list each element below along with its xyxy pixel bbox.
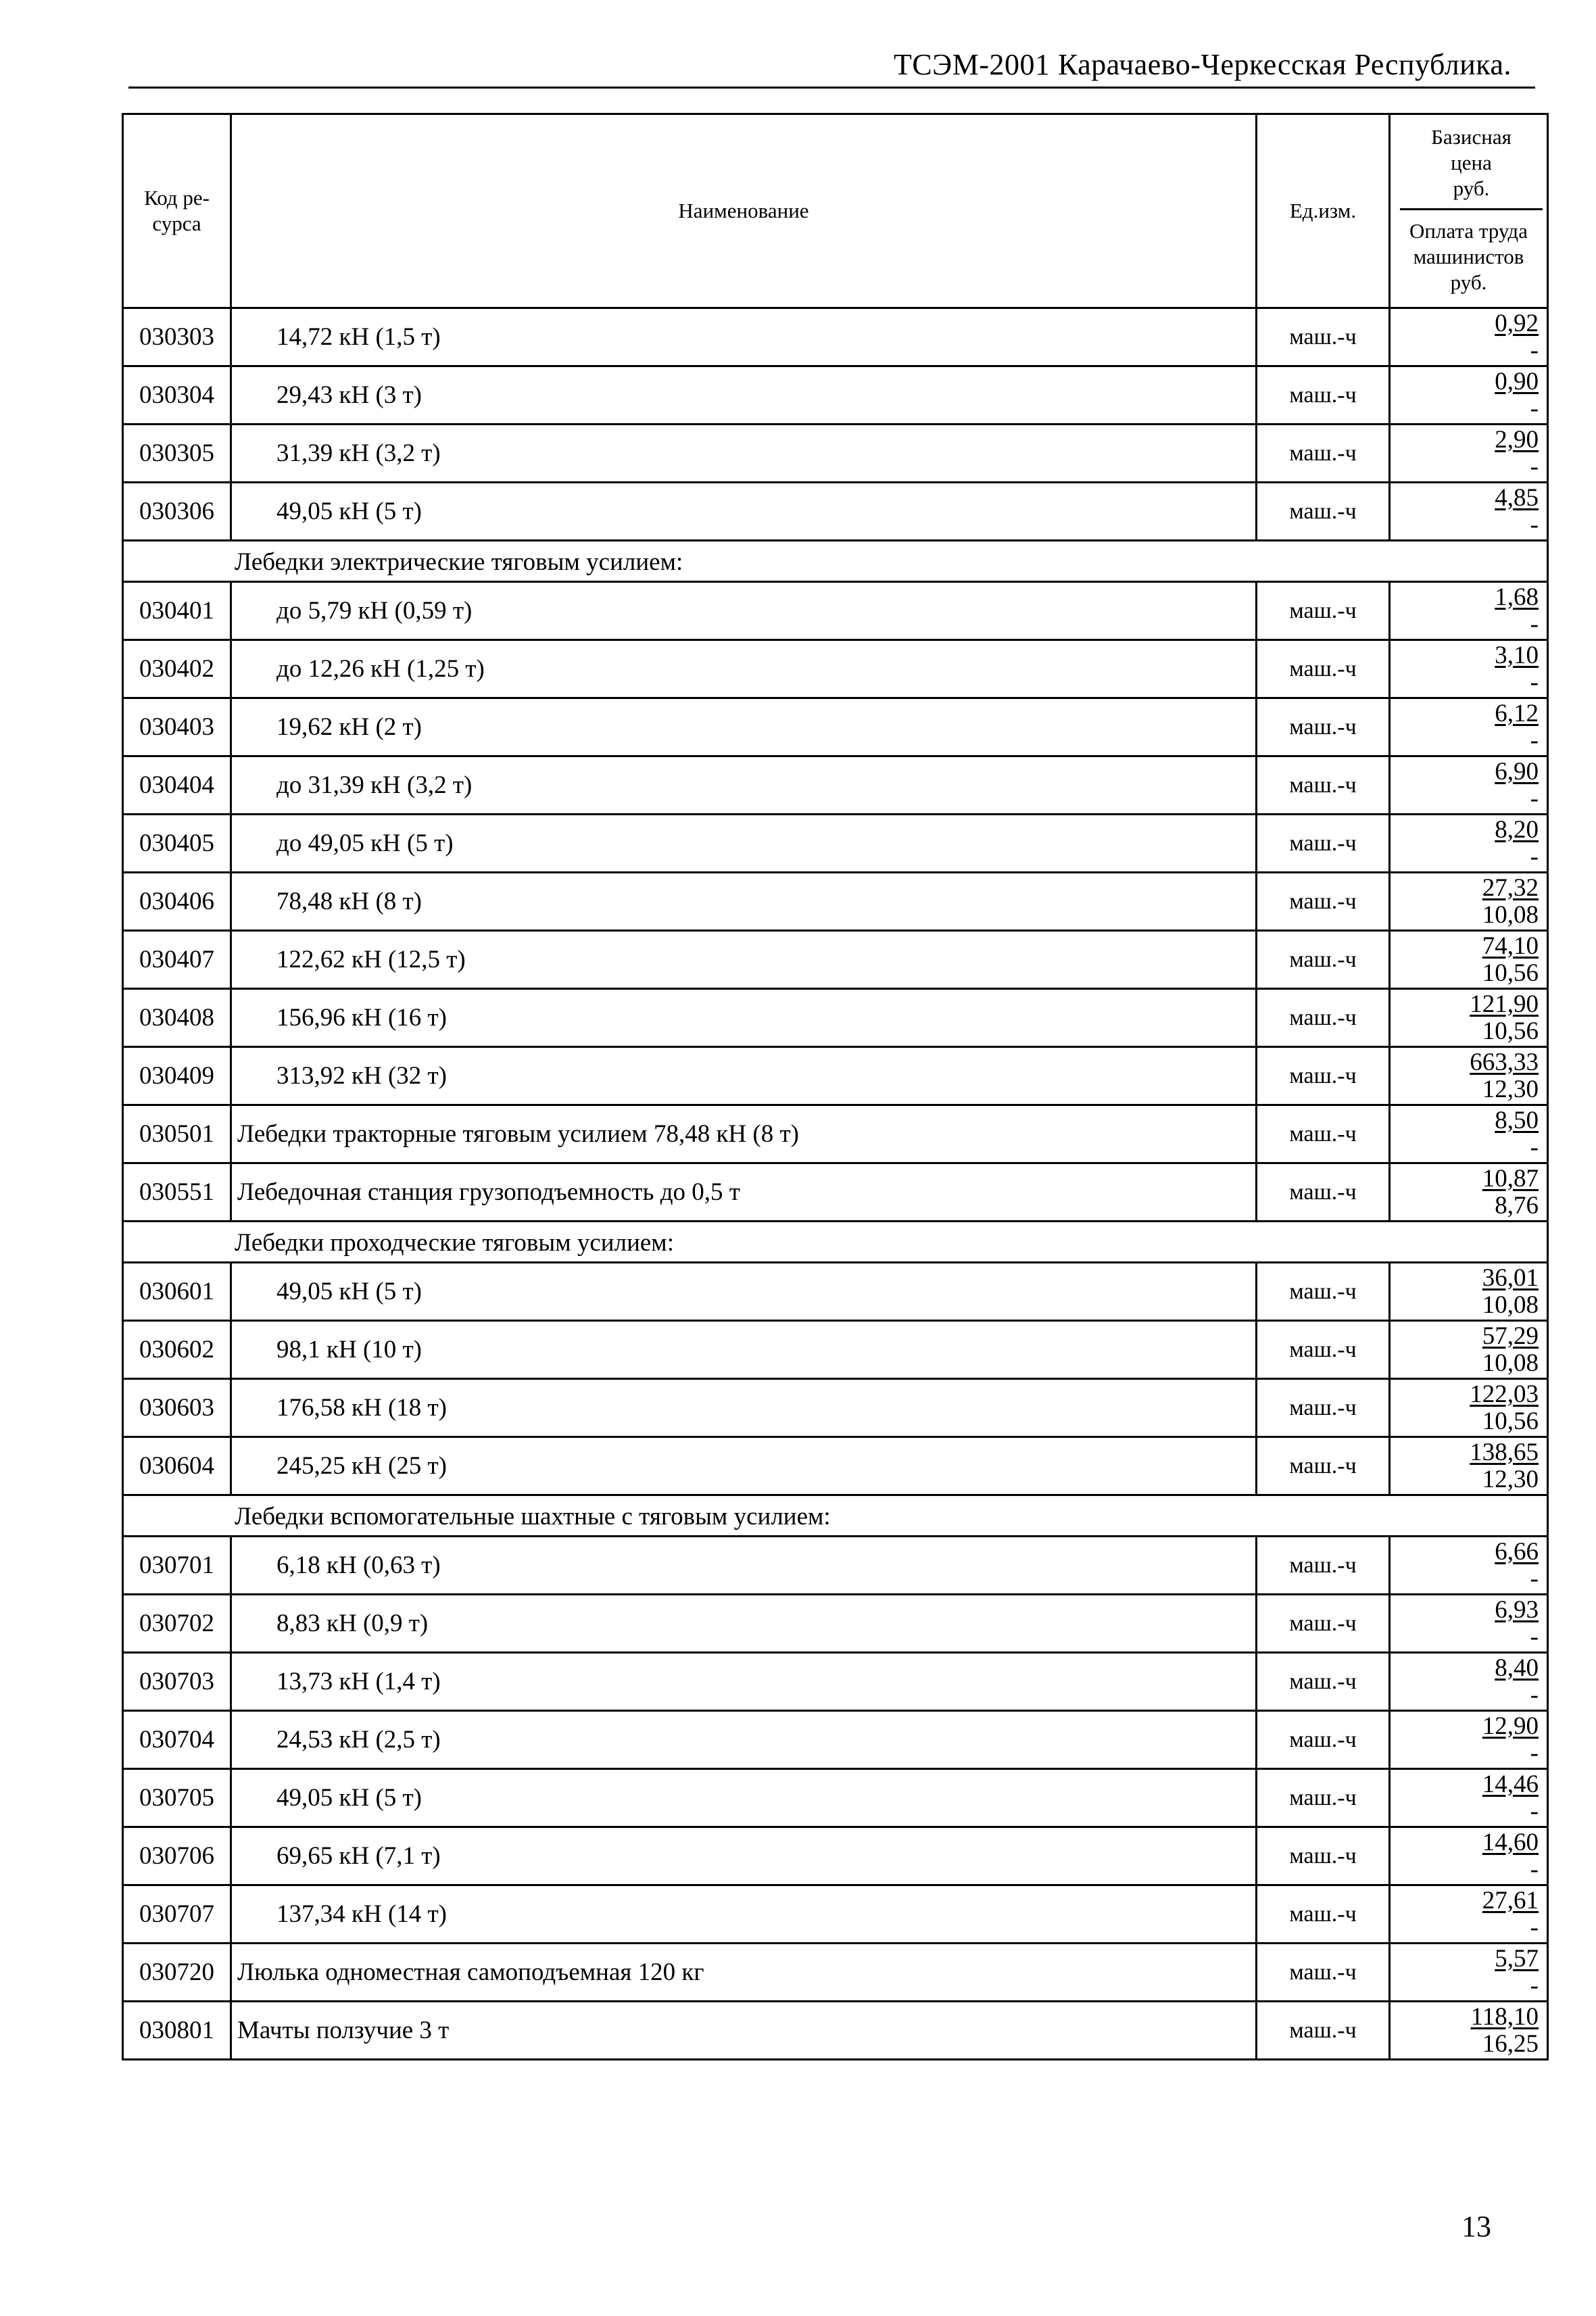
table-body [123,308,1548,2060]
resource-name: до 5,79 кН (0,59 т) [231,582,1257,640]
group-title: Лебедки проходческие тяговым усилием: [123,1222,1548,1263]
table-row [123,1437,1548,1495]
price-cell [1390,1944,1548,2002]
price-cell [1390,1595,1548,1653]
resource-code: 030404 [123,756,231,815]
resource-code: 030707 [123,1885,231,1944]
base-price: 118,10 [1470,2002,1539,2031]
price-cell [1390,815,1548,873]
column-header-name-label: Наименование [678,199,809,222]
table-row [123,1944,1548,2002]
resource-code: 030403 [123,698,231,756]
resource-name: Лебедки тракторные тяговым усилием 78,48 кН (8 т) [231,1105,1257,1163]
price-cell [1390,1379,1548,1437]
price-cell [1390,1047,1548,1105]
price-cell [1390,1711,1548,1769]
base-price: 8,20 [1495,815,1539,844]
labor-pay: 16,25 [1482,2029,1539,2058]
column-header-unit-label: Ед.изм. [1289,199,1357,222]
unit-of-measure: маш.-ч [1257,989,1390,1047]
resource-code: 030408 [123,989,231,1047]
labor-pay: - [1530,1622,1539,1651]
resource-name: Люлька одноместная самоподъемная 120 кг [231,1944,1257,2002]
unit-of-measure: маш.-ч [1257,1537,1390,1595]
labor-pay: - [1530,336,1539,364]
resource-code: 030602 [123,1321,231,1379]
unit-of-measure: маш.-ч [1257,1595,1390,1653]
price-cell [1390,989,1548,1047]
resource-code: 030701 [123,1537,231,1595]
unit-of-measure: маш.-ч [1257,1711,1390,1769]
base-price: 6,90 [1495,757,1539,786]
table-row [123,1769,1548,1827]
base-price: 10,87 [1482,1164,1539,1192]
page-number: 13 [1461,2210,1491,2243]
resource-code: 030703 [123,1653,231,1711]
price-cell [1390,698,1548,756]
column-header-name [231,114,1257,308]
resource-code: 030720 [123,1944,231,2002]
labor-pay: - [1530,784,1539,813]
resource-name: до 12,26 кН (1,25 т) [231,640,1257,698]
price-cell [1390,873,1548,931]
table-row [123,1321,1548,1379]
column-header-labor-pay: Оплата труда машинистов руб. [1409,219,1528,294]
resource-name: до 49,05 кН (5 т) [231,815,1257,873]
price-cell [1390,1163,1548,1222]
resource-code: 030406 [123,873,231,931]
resource-code: 030407 [123,931,231,989]
base-price: 6,66 [1495,1537,1539,1566]
table-row [123,1595,1548,1653]
column-header-base-price: Базисная цена руб. [1400,115,1543,210]
labor-pay: 10,56 [1482,959,1539,987]
unit-of-measure: маш.-ч [1257,1047,1390,1105]
table-row [123,698,1548,756]
unit-of-measure: маш.-ч [1257,2002,1390,2060]
resource-code: 030604 [123,1437,231,1495]
base-price: 1,68 [1495,583,1539,611]
base-price: 27,61 [1482,1886,1539,1914]
resource-code: 030401 [123,582,231,640]
resource-code: 030402 [123,640,231,698]
labor-pay: 8,76 [1495,1191,1539,1220]
price-cell [1390,308,1548,366]
resource-code: 030405 [123,815,231,873]
unit-of-measure: маш.-ч [1257,425,1390,483]
base-price: 122,03 [1470,1380,1539,1408]
price-cell [1390,1263,1548,1321]
resource-name: 245,25 кН (25 т) [231,1437,1257,1495]
table-row [123,366,1548,425]
price-cell [1390,425,1548,483]
unit-of-measure: маш.-ч [1257,582,1390,640]
group-row [123,1222,1548,1263]
table-row [123,1263,1548,1321]
unit-of-measure: маш.-ч [1257,366,1390,425]
table-row [123,756,1548,815]
table-header-row [123,114,1548,308]
resource-code: 030702 [123,1595,231,1653]
column-header-code [123,114,231,308]
labor-pay: - [1530,510,1539,539]
resource-name: 6,18 кН (0,63 т) [231,1537,1257,1595]
base-price: 74,10 [1482,932,1539,960]
resource-name: 31,39 кН (3,2 т) [231,425,1257,483]
resource-name: 176,58 кН (18 т) [231,1379,1257,1437]
resource-name: 8,83 кН (0,9 т) [231,1595,1257,1653]
unit-of-measure: маш.-ч [1257,756,1390,815]
labor-pay: - [1530,452,1539,481]
labor-pay: - [1530,1681,1539,1709]
price-cell [1390,931,1548,989]
price-cell [1390,756,1548,815]
header-rule [128,87,1535,89]
base-price: 0,92 [1495,309,1539,337]
resource-code: 030603 [123,1379,231,1437]
unit-of-measure: маш.-ч [1257,1163,1390,1222]
base-price: 6,93 [1495,1595,1539,1624]
base-price: 2,90 [1495,425,1539,454]
group-row [123,1495,1548,1537]
price-cell [1390,483,1548,541]
table-row [123,815,1548,873]
resource-name: 49,05 кН (5 т) [231,1263,1257,1321]
labor-pay: 10,08 [1482,1349,1539,1377]
base-price: 27,32 [1482,873,1539,902]
table-row [123,873,1548,931]
table-row [123,1105,1548,1163]
resource-code: 030303 [123,308,231,366]
resource-name: 49,05 кН (5 т) [231,483,1257,541]
resource-name: 19,62 кН (2 т) [231,698,1257,756]
group-title: Лебедки вспомогательные шахтные с тяговым усилием: [123,1495,1548,1537]
table-row [123,582,1548,640]
price-cell [1390,366,1548,425]
resource-name: 69,65 кН (7,1 т) [231,1827,1257,1885]
resource-code: 030601 [123,1263,231,1321]
unit-of-measure: маш.-ч [1257,483,1390,541]
unit-of-measure: маш.-ч [1257,1827,1390,1885]
unit-of-measure: маш.-ч [1257,1379,1390,1437]
unit-of-measure: маш.-ч [1257,1321,1390,1379]
resource-code: 030705 [123,1769,231,1827]
unit-of-measure: маш.-ч [1257,1653,1390,1711]
unit-of-measure: маш.-ч [1257,931,1390,989]
group-row [123,541,1548,582]
labor-pay: 12,30 [1482,1075,1539,1103]
labor-pay: 10,56 [1482,1017,1539,1045]
base-price: 3,10 [1495,641,1539,669]
table-row [123,931,1548,989]
table-row [123,1653,1548,1711]
table-row [123,1379,1548,1437]
base-price: 4,85 [1495,483,1539,512]
table-row [123,1827,1548,1885]
labor-pay: - [1530,1133,1539,1161]
base-price: 121,90 [1470,990,1539,1018]
unit-of-measure: маш.-ч [1257,1105,1390,1163]
unit-of-measure: маш.-ч [1257,698,1390,756]
base-price: 12,90 [1482,1712,1539,1740]
base-price: 6,12 [1495,699,1539,727]
labor-pay: - [1530,1564,1539,1593]
labor-pay: - [1530,610,1539,638]
group-title: Лебедки электрические тяговым усилием: [123,541,1548,582]
resource-code: 030801 [123,2002,231,2060]
unit-of-measure: маш.-ч [1257,1263,1390,1321]
unit-of-measure: маш.-ч [1257,308,1390,366]
labor-pay: 12,30 [1482,1465,1539,1493]
labor-pay: - [1530,394,1539,423]
resource-name: Лебедочная станция грузоподъемность до 0,5 т [231,1163,1257,1222]
column-header-unit [1257,114,1390,308]
unit-of-measure: маш.-ч [1257,640,1390,698]
table-row [123,1163,1548,1222]
resource-table [122,113,1549,2060]
unit-of-measure: маш.-ч [1257,1437,1390,1495]
unit-of-measure: маш.-ч [1257,873,1390,931]
table-row [123,483,1548,541]
table-row [123,308,1548,366]
price-cell [1390,582,1548,640]
labor-pay: 10,08 [1482,1290,1539,1319]
base-price: 8,40 [1495,1654,1539,1682]
table-row [123,1885,1548,1944]
labor-pay: - [1530,1855,1539,1883]
resource-code: 030706 [123,1827,231,1885]
labor-pay: - [1530,726,1539,754]
base-price: 8,50 [1495,1106,1539,1134]
price-cell [1390,1321,1548,1379]
column-header-code-label: Код ре- сурса [144,186,210,235]
resource-name: 78,48 кН (8 т) [231,873,1257,931]
resource-name: 313,92 кН (32 т) [231,1047,1257,1105]
price-cell [1390,1537,1548,1595]
table-row [123,1047,1548,1105]
table-row [123,1711,1548,1769]
labor-pay: - [1530,1797,1539,1825]
column-header-price [1390,114,1548,308]
price-cell [1390,1437,1548,1495]
price-cell [1390,640,1548,698]
resource-name: до 31,39 кН (3,2 т) [231,756,1257,815]
price-cell [1390,1653,1548,1711]
unit-of-measure: маш.-ч [1257,815,1390,873]
resource-code: 030305 [123,425,231,483]
resource-name: 122,62 кН (12,5 т) [231,931,1257,989]
resource-name: 137,34 кН (14 т) [231,1885,1257,1944]
base-price: 36,01 [1482,1263,1539,1292]
resource-code: 030501 [123,1105,231,1163]
price-cell [1390,1769,1548,1827]
resource-name: 24,53 кН (2,5 т) [231,1711,1257,1769]
labor-pay: - [1530,1913,1539,1941]
resource-code: 030551 [123,1163,231,1222]
resource-name: 14,72 кН (1,5 т) [231,308,1257,366]
base-price: 138,65 [1470,1438,1539,1466]
price-cell [1390,1827,1548,1885]
resource-code: 030306 [123,483,231,541]
page-header-title: ТСЭМ-2001 Карачаево-Черкесская Республика. [893,48,1512,81]
base-price: 14,46 [1482,1770,1539,1798]
resource-code: 030704 [123,1711,231,1769]
unit-of-measure: маш.-ч [1257,1944,1390,2002]
unit-of-measure: маш.-ч [1257,1885,1390,1944]
base-price: 57,29 [1482,1322,1539,1350]
resource-name: 29,43 кН (3 т) [231,366,1257,425]
resource-name: 98,1 кН (10 т) [231,1321,1257,1379]
labor-pay: - [1530,668,1539,696]
resource-code: 030304 [123,366,231,425]
resource-name: 156,96 кН (16 т) [231,989,1257,1047]
labor-pay: 10,08 [1482,900,1539,929]
base-price: 5,57 [1495,1944,1539,1973]
base-price: 14,60 [1482,1828,1539,1856]
labor-pay: - [1530,842,1539,871]
table-row [123,989,1548,1047]
resource-name: Мачты ползучие 3 т [231,2002,1257,2060]
table-row [123,640,1548,698]
table-row [123,425,1548,483]
price-cell [1390,1885,1548,1944]
resource-name: 13,73 кН (1,4 т) [231,1653,1257,1711]
table-row [123,1537,1548,1595]
price-cell [1390,2002,1548,2060]
labor-pay: 10,56 [1482,1407,1539,1435]
price-cell [1390,1105,1548,1163]
labor-pay: - [1530,1739,1539,1767]
base-price: 0,90 [1495,367,1539,395]
unit-of-measure: маш.-ч [1257,1769,1390,1827]
resource-name: 49,05 кН (5 т) [231,1769,1257,1827]
resource-code: 030409 [123,1047,231,1105]
base-price: 663,33 [1470,1048,1539,1076]
labor-pay: - [1530,1971,1539,2000]
table-row [123,2002,1548,2060]
